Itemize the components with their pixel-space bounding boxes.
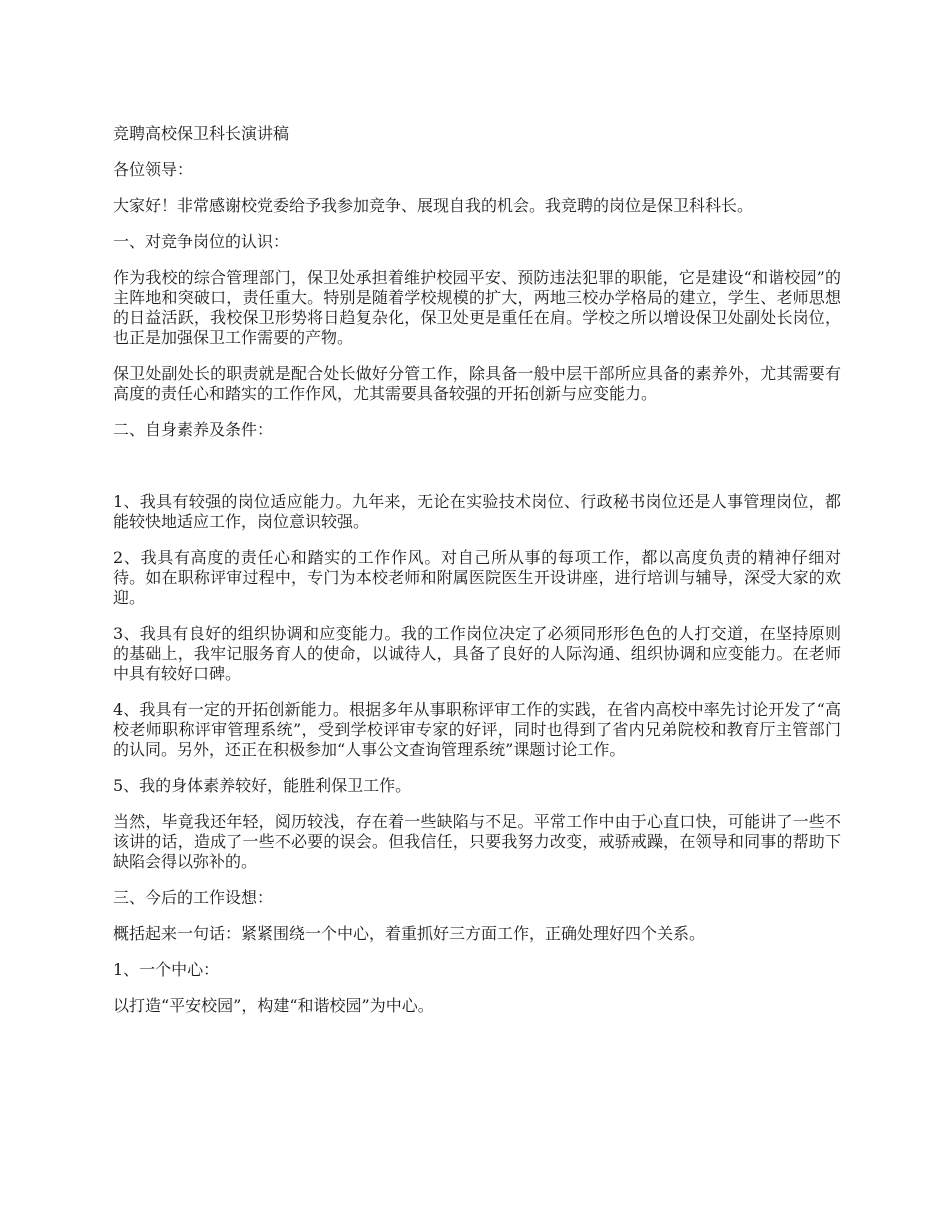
- document-title: 竞聘高校保卫科长演讲稿: [113, 124, 290, 143]
- paragraph: 3、我具有良好的组织协调和应变能力。我的工作岗位决定了必须同形形色色的人打交道，在坚持原则的基础上，我牢记服务育人的使命，以诚待人，具备了良好的人际沟通、组织协调和应变能力。在老师中具有较好口碑。: [113, 624, 841, 683]
- paragraph: 2、我具有高度的责任心和踏实的工作作风。对自己所从事的每项工作，都以高度负责的精神仔细对待。如在职称评审过程中，专门为本校老师和附属医院医生开设讲座，进行培训与辅导，深受大家的欢迎。: [113, 548, 841, 607]
- paragraph: 概括起来一句话：紧紧围绕一个中心，着重抓好三方面工作，正确处理好四个关系。: [113, 924, 706, 943]
- document-page: [113, 124, 841, 1032]
- blank-spacer: [113, 456, 841, 492]
- section-heading: 一、对竞争岗位的认识：: [113, 232, 290, 251]
- paragraph: 4、我具有一定的开拓创新能力。根据多年从事职称评审工作的实践，在省内高校中率先讨论开发了“高校老师职称评审管理系统”，受到学校评审专家的好评，同时也得到了省内兄弟院校和教育厅主管部门的认同。另外，还正在积极参加“人事公文查询管理系统”课题讨论工作。: [113, 700, 841, 759]
- paragraph: 保卫处副处长的职责就是配合处长做好分管工作，除具备一般中层干部所应具备的素养外，尤其需要有高度的责任心和踏实的工作作风，尤其需要具备较强的开拓创新与应变能力。: [113, 364, 841, 403]
- paragraph: 5、我的身体素养较好，能胜利保卫工作。: [113, 776, 412, 795]
- section-heading: 三、今后的工作设想：: [113, 888, 274, 907]
- paragraph: 以打造“平安校园”，构建“和谐校园”为中心。: [113, 996, 434, 1015]
- paragraph: 当然，毕竟我还年轻，阅历较浅，存在着一些缺陷与不足。平常工作中由于心直口快，可能讲了一些不该讲的话，造成了一些不必要的误会。但我信任，只要我努力改变，戒骄戒躁，在领导和同事的帮助下缺陷会得以弥补的。: [113, 812, 841, 871]
- paragraph: 作为我校的综合管理部门，保卫处承担着维护校园平安、预防违法犯罪的职能，它是建设“和谐校园”的主阵地和突破口，责任重大。特别是随着学校规模的扩大，两地三校办学格局的建立，学生、老师思想的日益活跃，我校保卫形势将日趋复杂化，保卫处更是重任在肩。学校之所以增设保卫处副处长岗位，也正是加强保卫工作需要的产物。: [113, 268, 841, 347]
- paragraph: 1、我具有较强的岗位适应能力。九年来，无论在实验技术岗位、行政秘书岗位还是人事管理岗位，都能较快地适应工作，岗位意识较强。: [113, 492, 841, 531]
- salutation: 各位领导：: [113, 160, 194, 179]
- paragraph: 大家好！非常感谢校党委给予我参加竞争、展现自我的机会。我竞聘的岗位是保卫科科长。: [113, 196, 754, 215]
- section-heading: 二、自身素养及条件：: [113, 420, 274, 439]
- subsection-heading: 1、一个中心：: [113, 960, 220, 979]
